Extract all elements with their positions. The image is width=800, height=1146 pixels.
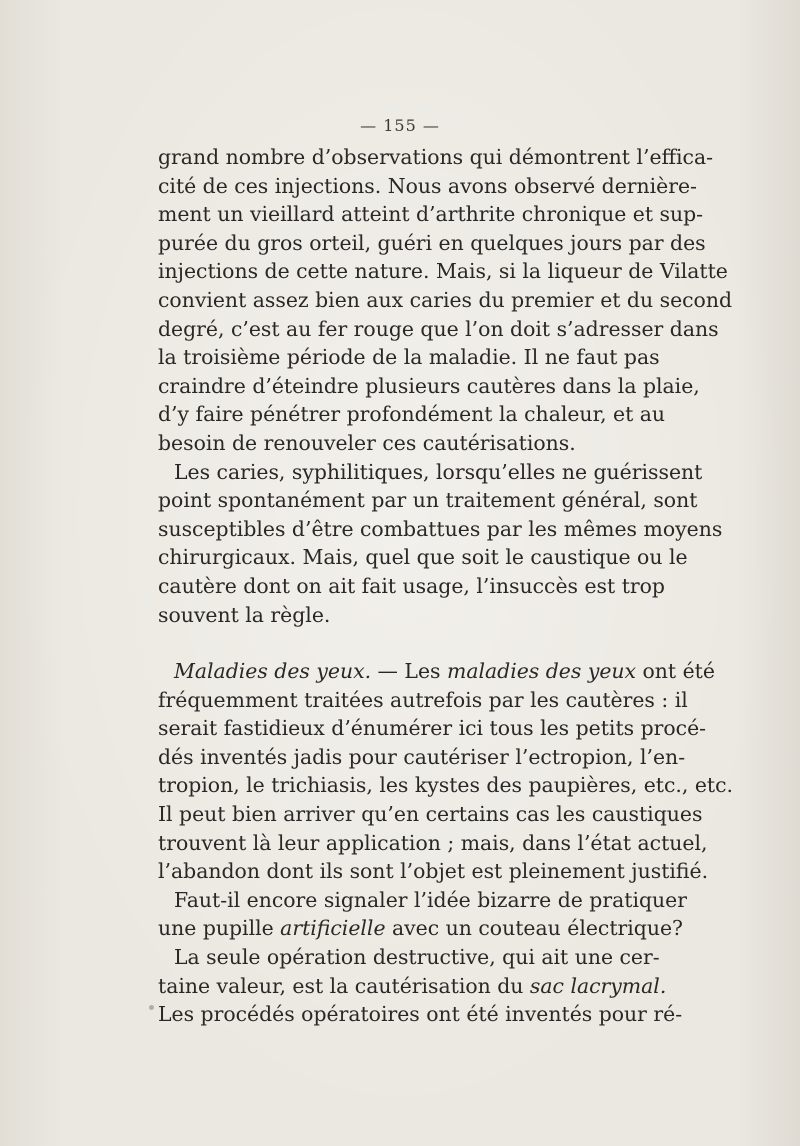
text-line: tropion, le trichiasis, les kystes des paupières, etc., etc. [158,773,734,798]
section-gap [158,629,644,657]
section-heading: Maladies des yeux. [174,659,372,684]
text-line: Les caries, syphilitiques, lorsqu’elles ne guérissent [174,459,703,484]
text-line: Il peut bien arriver qu’en certains cas les caustiques [158,802,703,827]
text-line: injections de cette nature. Mais, si la liqueur de Vilatte [158,259,728,284]
text-line: craindre d’éteindre plusieurs cautères dans la plaie, [158,373,700,398]
body-text [158,143,734,1029]
text-line: la troisième période de la maladie. Il ne faut pas [158,345,660,370]
italic-term: sac lacrymal. [529,973,667,998]
text-line [158,972,667,1001]
text-line: point spontanément par un traitement général, sont [158,488,698,513]
text-line: La seule opération destructive, qui ait une cer- [174,945,660,970]
text-line: susceptibles d’être combattues par les mêmes moyens [158,516,723,541]
text-line: fréquemment traitées autrefois par les cautères : il [158,687,688,712]
paragraph-1 [158,143,733,458]
text-line: souvent la règle. [158,602,331,627]
text-line: trouvent là leur application ; mais, dans l’état actuel, [158,830,708,855]
inline-text: une pupille [158,916,281,941]
text-line: cité de ces injections. Nous avons observé dernière- [158,173,697,198]
inline-text: ont été [636,659,715,684]
text-line [158,914,683,943]
inline-text: avec un couteau électrique? [385,916,683,941]
paragraph-5 [158,943,683,1029]
text-line: Faut-il encore signaler l’idée bizarre de pratiquer [174,887,687,912]
text-line: d’y faire pénétrer profondément la chaleur, et au [158,402,666,427]
page-number-header: — 155 — [360,116,440,135]
text-line [158,657,715,686]
italic-term: artificielle [280,916,386,941]
inline-text: taine valeur, est la cautérisation du [158,973,530,998]
text-line: ment un vieillard atteint d’arthrite chronique et sup- [158,202,704,227]
text-line: degré, c’est au fer rouge que l’on doit s’adresser dans [158,316,719,341]
text-line: convient assez bien aux caries du premier et du second [158,287,733,312]
paragraph-2 [158,458,723,630]
text-line: Les procédés opératoires ont été inventés pour ré- [158,1002,683,1027]
paper-speck [149,1005,154,1010]
text-line: dés inventés jadis pour cautériser l’ectropion, l’en- [158,744,686,769]
paragraph-4 [158,886,687,943]
text-line: chirurgicaux. Mais, quel que soit le caustique ou le [158,545,688,570]
text-line: purée du gros orteil, guéri en quelques jours par des [158,230,706,255]
paragraph-3 [158,657,734,886]
text-line: l’abandon dont ils sont l’objet est pleinement justifié. [158,859,709,884]
text-line: grand nombre d’observations qui démontrent l’effica- [158,145,714,169]
text-line: besoin de renouveler ces cautérisations. [158,430,576,455]
inline-text: — Les [371,659,447,684]
text-line: serait fastidieux d’énumérer ici tous les petits procé- [158,716,707,741]
text-line: cautère dont on ait fait usage, l’insuccès est trop [158,573,665,598]
italic-term: maladies des yeux [447,659,637,684]
